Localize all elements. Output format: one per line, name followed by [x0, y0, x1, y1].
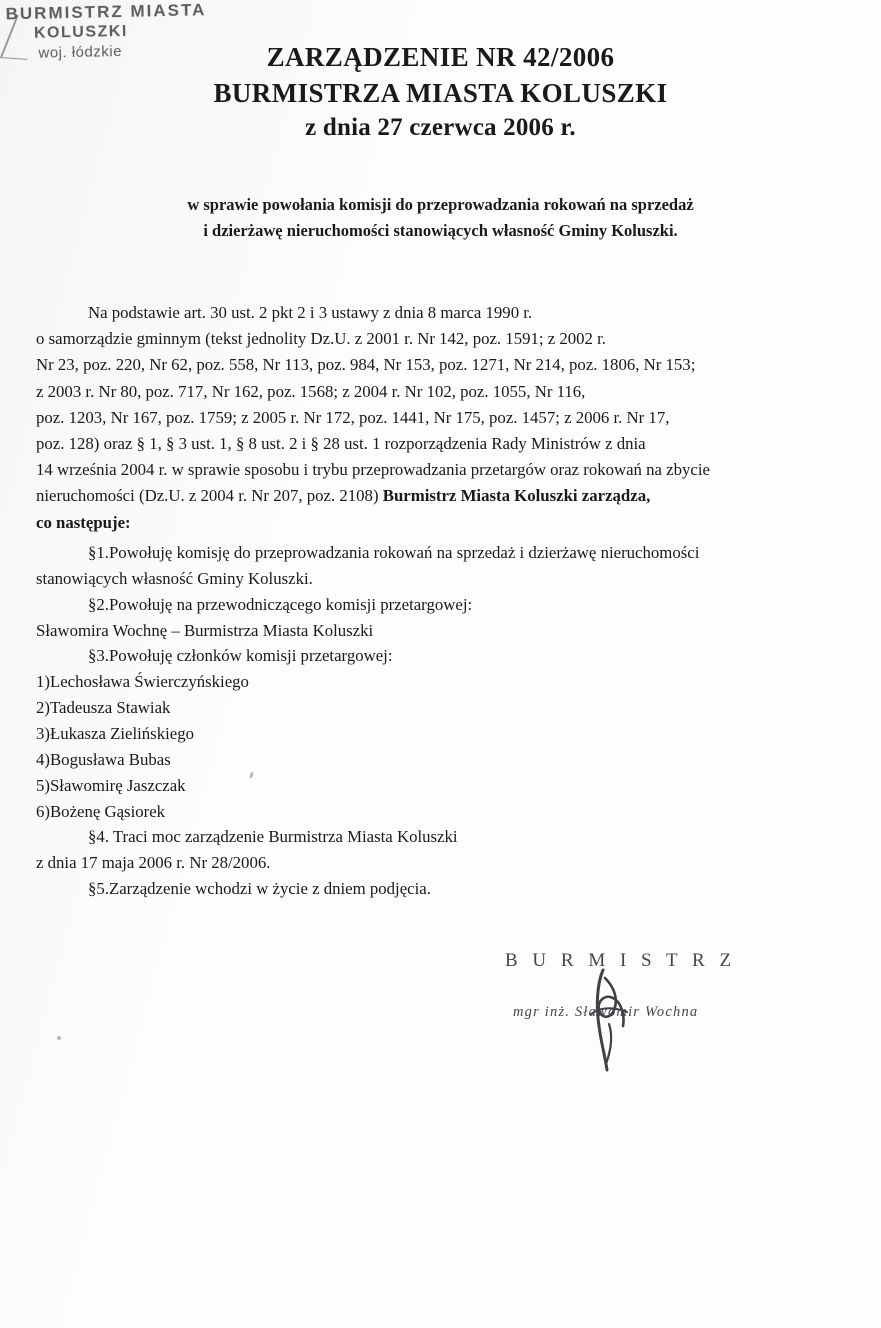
section-5-line-1	[36, 876, 848, 902]
subject-line-2: i dzierżawę nieruchomości stanowiących własność Gminy Koluszki.	[203, 220, 678, 240]
stamp-line-2: KOLUSZKI	[33, 22, 128, 42]
scan-artifact	[57, 1036, 61, 1040]
list-item: 1)Lechosława Świerczyńskiego	[36, 672, 249, 692]
signature-title: B U R M I S T R Z	[505, 950, 737, 971]
preamble-text-8: nieruchomości (Dz.U. z 2004 r. Nr 207, poz. 2108)	[36, 486, 383, 506]
section-3-text-1: §3.Powołuję członków komisji przetargowej:	[88, 646, 393, 666]
section-2-line-1	[36, 592, 848, 618]
preamble-line-3: Nr 23, poz. 220, Nr 62, poz. 558, Nr 113, poz. 984, Nr 153, poz. 1271, Nr 214, poz. 1806, Nr 153;	[36, 355, 696, 375]
section-5-text-1: §5.Zarządzenie wchodzi w życie z dniem podjęcia.	[88, 879, 431, 899]
title-line-2: BURMISTRZA MIASTA KOLUSZKI	[213, 78, 668, 108]
list-item: 5)Sławomirę Jaszczak	[36, 775, 186, 795]
list-item: 6)Bożenę Gąsiorek	[36, 801, 166, 821]
preamble-line-4: z 2003 r. Nr 80, poz. 717, Nr 162, poz. 1568; z 2004 r. Nr 102, poz. 1055, Nr 116,	[36, 381, 586, 401]
section-2-line-2: Sławomira Wochnę – Burmistrza Miasta Koluszki	[36, 620, 374, 640]
preamble-line-2: o samorządzie gminnym (tekst jednolity Dz.U. z 2001 r. Nr 142, poz. 1591; z 2002 r.	[36, 329, 606, 349]
preamble-line-9: co następuje:	[36, 512, 131, 532]
document-sections	[36, 540, 848, 902]
list-item: 4)Bogusława Bubas	[36, 749, 171, 769]
section-3-line-1	[36, 643, 848, 669]
preamble-line-6: poz. 128) oraz § 1, § 3 ust. 1, § 8 ust. 2 i § 28 ust. 1 rozporządzenia Rady Ministrów z dnia	[36, 434, 646, 454]
section-1-line-2: stanowiących własność Gminy Koluszki.	[36, 568, 313, 588]
preamble-line-7: 14 września 2004 r. w sprawie sposobu i trybu przeprowadzania przetargów oraz rokowań na zbycie	[36, 460, 710, 480]
stamp-line-1: BURMISTRZ MIASTA	[5, 0, 207, 24]
stamp-line-3: woj. łódzkie	[38, 42, 123, 62]
preamble-text-8-bold: Burmistrz Miasta Koluszki zarządza,	[382, 486, 651, 506]
section-4-text-1: §4. Traci moc zarządzenie Burmistrza Miasta Koluszki	[88, 827, 458, 847]
signature-block	[505, 950, 805, 1021]
preamble-line-5: poz. 1203, Nr 167, poz. 1759; z 2005 r. Nr 172, poz. 1441, Nr 175, poz. 1457; z 2006 r. Nr 17,	[36, 407, 670, 427]
list-item: 2)Tadeusza Stawiak	[36, 698, 171, 718]
document-title	[0, 42, 881, 142]
section-1-line-1	[36, 540, 848, 566]
section-2-text-1: §2.Powołuję na przewodniczącego komisji przetargowej:	[88, 594, 473, 614]
section-4-line-2: z dnia 17 maja 2006 r. Nr 28/2006.	[36, 853, 271, 873]
handwritten-signature-icon	[583, 968, 637, 1073]
subject-line-1: w sprawie powołania komisji do przeprowadzania rokowań na sprzedaż	[187, 195, 694, 214]
section-4-line-1	[36, 824, 848, 850]
list-item: 3)Łukasza Zielińskiego	[36, 724, 194, 744]
legal-preamble	[36, 300, 848, 536]
section-1-text-1: §1.Powołuję komisję do przeprowadzania rokowań na sprzedaż i dzierżawę nieruchomości	[88, 543, 700, 562]
title-line-1: ZARZĄDZENIE NR 42/2006	[266, 42, 615, 72]
document-subject	[0, 192, 881, 243]
signature-name: mgr inż. Sławomir Wochna	[513, 1004, 699, 1020]
preamble-line-1	[36, 300, 848, 326]
preamble-line-8	[36, 483, 848, 509]
preamble-text-1: Na podstawie art. 30 ust. 2 pkt 2 i 3 ustawy z dnia 8 marca 1990 r.	[88, 303, 533, 322]
title-line-3: z dnia 27 czerwca 2006 r.	[305, 114, 576, 141]
